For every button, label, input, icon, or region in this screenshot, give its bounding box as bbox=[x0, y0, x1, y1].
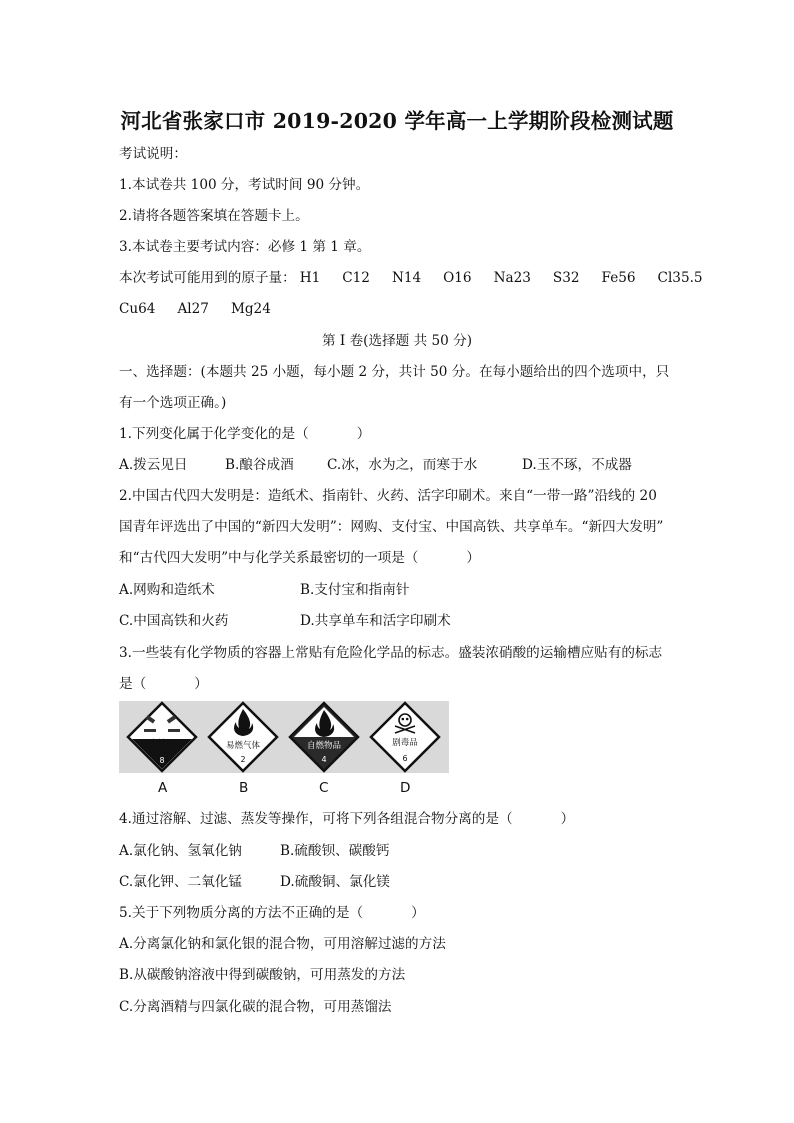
sign-letter: A bbox=[158, 780, 168, 796]
option-c: C.中国高铁和火药 bbox=[119, 613, 229, 629]
option-d: D.硫酸铜、氯化镁 bbox=[280, 874, 390, 890]
atomic-mass: Mg24 bbox=[230, 301, 271, 317]
hazard-sign-a bbox=[128, 703, 196, 771]
sign-name: 腐蚀品 bbox=[149, 739, 175, 749]
question-3-stem: 3.一些装有化学物质的容器上常贴有危险化学品的标志。盛装浓硝酸的运输槽应贴有的标志 bbox=[119, 645, 663, 661]
option-c: C.氯化钾、二氧化锰 bbox=[119, 874, 242, 890]
sign-name: 自燃物品 bbox=[306, 741, 342, 751]
option-c: C.冰，水为之，而寒于水 bbox=[327, 457, 478, 473]
intro-item: 2.请将各题答案填在答题卡上。 bbox=[119, 208, 309, 224]
question-4-stem bbox=[119, 809, 574, 829]
hazard-sign-b bbox=[209, 703, 277, 771]
atomic-mass: Fe56 bbox=[601, 270, 636, 286]
option-a: A.网购和造纸术 bbox=[119, 582, 215, 598]
atomic-mass: S32 bbox=[552, 270, 580, 286]
question-2-stem bbox=[119, 548, 480, 568]
sign-name: 剧毒品 bbox=[392, 738, 418, 748]
hazard-sign-c bbox=[290, 703, 358, 771]
question-3-stem bbox=[119, 674, 208, 694]
section-instructions: 一、选择题：(本题共 25 小题，每小题 2 分，共计 50 分。在每小题给出的四个选项中，只 bbox=[119, 364, 670, 380]
intro-item: 1.本试卷共 100 分，考试时间 90 分钟。 bbox=[119, 177, 370, 193]
intro-heading: 考试说明： bbox=[119, 146, 187, 162]
sign-letter: B bbox=[239, 780, 249, 796]
question-text: 5.关于下列物质分离的方法不正确的是（ bbox=[119, 905, 364, 921]
question-text: 4.通过溶解、过滤、蒸发等操作，可将下列各组混合物分离的是（ bbox=[119, 811, 513, 827]
answer-bracket: ） bbox=[466, 550, 480, 566]
atomic-mass: O16 bbox=[443, 270, 472, 286]
option-b: B.从碳酸钠溶液中得到碳酸钠，可用蒸发的方法 bbox=[119, 967, 406, 983]
question-text: 1.下列变化属于化学变化的是（ bbox=[119, 426, 309, 442]
atomic-mass-line bbox=[119, 268, 703, 288]
option-d: D.玉不琢，不成器 bbox=[522, 457, 632, 473]
answer-bracket: ） bbox=[411, 905, 425, 921]
question-2-stem: 国青年评选出了中国的“新四大发明”：网购、支付宝、中国高铁、共享单车。“新四大发明” bbox=[119, 519, 664, 535]
hazard-signs-svg bbox=[119, 701, 449, 773]
option-d: D.共享单车和活字印刷术 bbox=[300, 613, 451, 629]
question-2-stem: 2.中国古代四大发明是：造纸术、指南针、火药、活字印刷术。来自“一带一路”沿线的 20 bbox=[119, 488, 657, 504]
intro-item: 3.本试卷主要考试内容：必修 1 第 1 章。 bbox=[119, 239, 371, 255]
sign-letter: C bbox=[319, 780, 329, 796]
atomic-mass-label: 本次考试可能用到的原子量： bbox=[119, 270, 296, 286]
option-c: C.分离酒精与四氯化碳的混合物，可用蒸馏法 bbox=[119, 999, 392, 1015]
sign-number: 2 bbox=[240, 755, 246, 764]
exam-title: 河北省张家口市 2019-2020 学年高一上学期阶段检测试题 bbox=[120, 109, 674, 133]
section-instructions: 有一个选项正确。) bbox=[119, 395, 227, 411]
atomic-mass: H1 bbox=[299, 270, 321, 286]
hazard-signs-figure bbox=[119, 701, 449, 773]
sign-number: 8 bbox=[159, 756, 165, 765]
answer-bracket: ） bbox=[356, 426, 371, 442]
atomic-mass: Cl35.5 bbox=[657, 270, 703, 286]
sign-number: 4 bbox=[321, 755, 327, 764]
option-b: B.硫酸钡、碳酸钙 bbox=[280, 843, 390, 859]
section-title: 第 I 卷(选择题 共 50 分) bbox=[321, 333, 473, 349]
question-5-stem bbox=[119, 903, 425, 923]
atomic-mass: C12 bbox=[342, 270, 370, 286]
sign-letter: D bbox=[400, 780, 411, 796]
answer-bracket: ） bbox=[194, 676, 208, 692]
option-b: B.酿谷成酒 bbox=[225, 457, 294, 473]
option-a: A.氯化钠、氢氧化钠 bbox=[119, 843, 242, 859]
question-1-stem bbox=[119, 424, 370, 444]
answer-bracket: ） bbox=[560, 811, 575, 827]
atomic-mass: Cu64 bbox=[119, 301, 156, 317]
sign-number: 6 bbox=[402, 754, 408, 763]
atomic-mass: Al27 bbox=[177, 301, 209, 317]
sign-name: 易燃气体 bbox=[225, 741, 261, 751]
atomic-mass: N14 bbox=[391, 270, 422, 286]
question-text: 和“古代四大发明”中与化学关系最密切的一项是（ bbox=[119, 550, 419, 566]
option-a: A.分离氯化钠和氯化银的混合物，可用溶解过滤的方法 bbox=[119, 936, 446, 952]
option-b: B.支付宝和指南针 bbox=[300, 582, 410, 598]
hazard-sign-d bbox=[371, 703, 439, 771]
atomic-mass: Na23 bbox=[493, 270, 531, 286]
atomic-mass-line bbox=[119, 299, 293, 319]
question-text: 是（ bbox=[119, 676, 147, 692]
option-a: A.拨云见日 bbox=[119, 457, 188, 473]
